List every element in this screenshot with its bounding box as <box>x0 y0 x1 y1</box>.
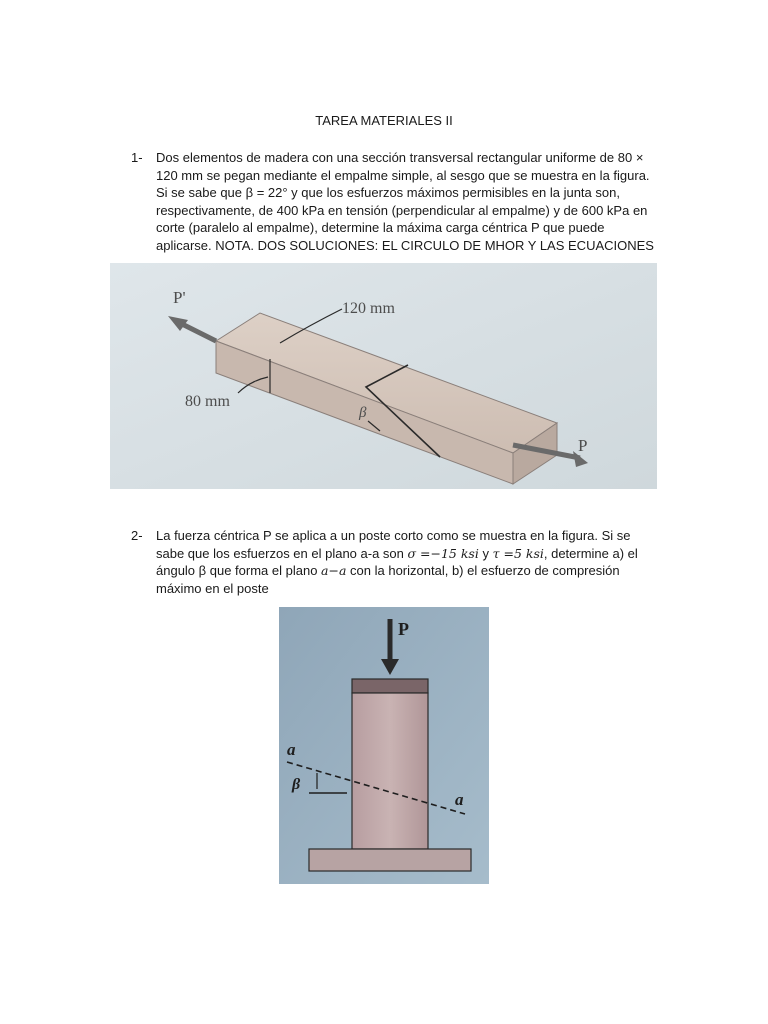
problem-text <box>156 527 661 597</box>
post-body <box>352 693 428 849</box>
angle-label-beta: β <box>292 776 301 793</box>
problem-text: Dos elementos de madera con una sección transversal rectangular uniforme de 80 × 120 mm se pegan mediante el empalme simple, al sesgo que se muestra en la figura. Si se sabe que β = 22° y que los esfuerzos máximos permisibles en la junta son, respectivamente, de 400 kPa en tensión (perpendicular al empalme) y de 600 kPa en corte (paralelo al empalme), determine la máxima carga céntrica P que puede aplicarse. NOTA. DOS SOLUCIONES: EL CIRCULO DE MHOR Y LAS ECUACIONES <box>156 150 654 253</box>
load-label-p-prime: P' <box>173 288 186 307</box>
cap-plate <box>352 679 428 693</box>
plane-label-a-right: a <box>455 790 464 809</box>
problem-text-part: con la horizontal, b) el esfuerzo de compresión máximo en el poste <box>156 563 620 596</box>
load-label-p: P <box>398 619 409 639</box>
problem-text-part: La fuerza céntrica P se aplica a un poste corto como se muestra en la figura. Si se sabe que los esfuerzos en el plano a-a son <box>156 528 631 561</box>
problem-number: 1- <box>131 150 143 165</box>
problem-number: 2- <box>131 528 143 543</box>
plane-label: a−a <box>321 563 347 578</box>
dim-label-80: 80 mm <box>185 393 230 410</box>
glued-beam-figure <box>110 263 657 489</box>
page-title: TAREA MATERIALES II <box>315 113 453 128</box>
dim-label-120: 120 mm <box>342 300 395 317</box>
tau-value: τ =5 ksi <box>492 545 544 561</box>
angle-label-beta: β <box>359 405 367 421</box>
sigma-value: σ =−15 ksi <box>407 545 479 561</box>
problem-1 <box>131 149 661 254</box>
problem-text-part: y <box>478 545 493 561</box>
load-label-p: P <box>578 436 588 455</box>
post-base <box>309 849 471 871</box>
plane-label-a-left: a <box>287 740 296 759</box>
problem-text-part: , determine a) el ángulo β que forma el plano <box>156 545 638 578</box>
short-post-figure <box>279 607 489 884</box>
problem-2 <box>131 527 661 597</box>
